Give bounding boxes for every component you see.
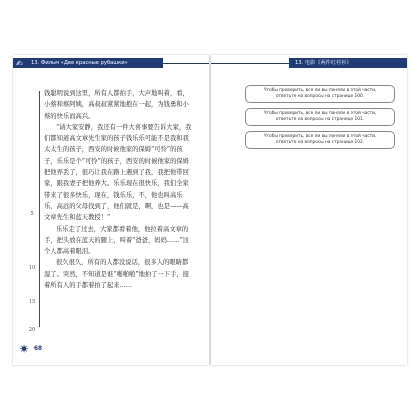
star-icon: ✷ bbox=[19, 342, 30, 356]
question-box-line: Чтобы проверить, все ли вы поняли в этой части, bbox=[263, 88, 377, 93]
question-box-line: ответьте на вопросы на странице 102. bbox=[275, 140, 365, 146]
book-icon: ✍ bbox=[16, 59, 23, 68]
left-page-header-title: 13. Фильм «Две красные рубашки» bbox=[31, 60, 128, 66]
left-page-header bbox=[13, 58, 163, 68]
question-box-line: ответьте на вопросы на странице 100. bbox=[275, 94, 365, 100]
book-spread bbox=[13, 55, 407, 365]
page-number: 68 bbox=[34, 346, 43, 352]
question-box-line: Чтобы проверить, все ли вы поняли в этой части, bbox=[263, 111, 377, 116]
right-page-header bbox=[289, 58, 407, 68]
right-page bbox=[211, 55, 407, 365]
question-box bbox=[245, 131, 395, 149]
question-box bbox=[245, 108, 395, 126]
paragraph: 乐乐走了过去，大家都看着他，他拉着高文章的手，把头放在蓝天的腿上，叫着“爸爸，妈妈……”这个人都高着眼泪。 bbox=[44, 225, 189, 256]
left-page bbox=[13, 55, 209, 365]
right-page-header-title: 13. 电影《两件红衬衫》 bbox=[295, 60, 352, 66]
right-header-rule bbox=[211, 63, 289, 64]
paragraph: 钱聪明说到这里，所有人都拍手，大声地叫着，看，小蔡和蔡阿姨，高叔叔紧紧地抱在一起，为钱勇和小蔡的快乐而高兴。 bbox=[44, 90, 189, 120]
line-number: 15 bbox=[28, 299, 36, 305]
line-number: 5 bbox=[30, 211, 34, 217]
margin-rule bbox=[39, 91, 40, 327]
question-box-line: ответьте на вопросы на странице 101. bbox=[275, 117, 365, 123]
paragraph: “请大家安静，我还有一件大喜事要告诉大家，我们都知道高文章先生家的孩子钱乐乐可能不是我和我太太生的孩子，西安的时候他家的保姆“可怜”的孩子，乐乐是个“可怜”的孩子，西安的时候他家的保姆把他弄丢了，很巧让我在路上遇到了我，我把他带回家，跟我妻子把他养大。乐乐现在很快乐，我们全家带来了很多快乐，现在，钱乐乐，不，他也叫高乐乐，高远的父母找到了，他们就是，啊，也是——高文章先生和蓝天教授！” bbox=[44, 123, 192, 222]
question-box-line: Чтобы проверить, все ли вы поняли в этой части, bbox=[263, 134, 377, 139]
left-header-rule bbox=[163, 63, 209, 64]
story-text bbox=[44, 88, 194, 291]
line-number: 20 bbox=[28, 327, 36, 333]
question-box bbox=[245, 85, 395, 103]
paragraph: 很久很久，所有的人都没说话，很多人的眼睛都湿了。突然，不知道是谁“啪啪啪”地拍了一下手，接着所有人的手都着拍了起来…… bbox=[44, 259, 189, 290]
line-number: 10 bbox=[28, 265, 36, 271]
